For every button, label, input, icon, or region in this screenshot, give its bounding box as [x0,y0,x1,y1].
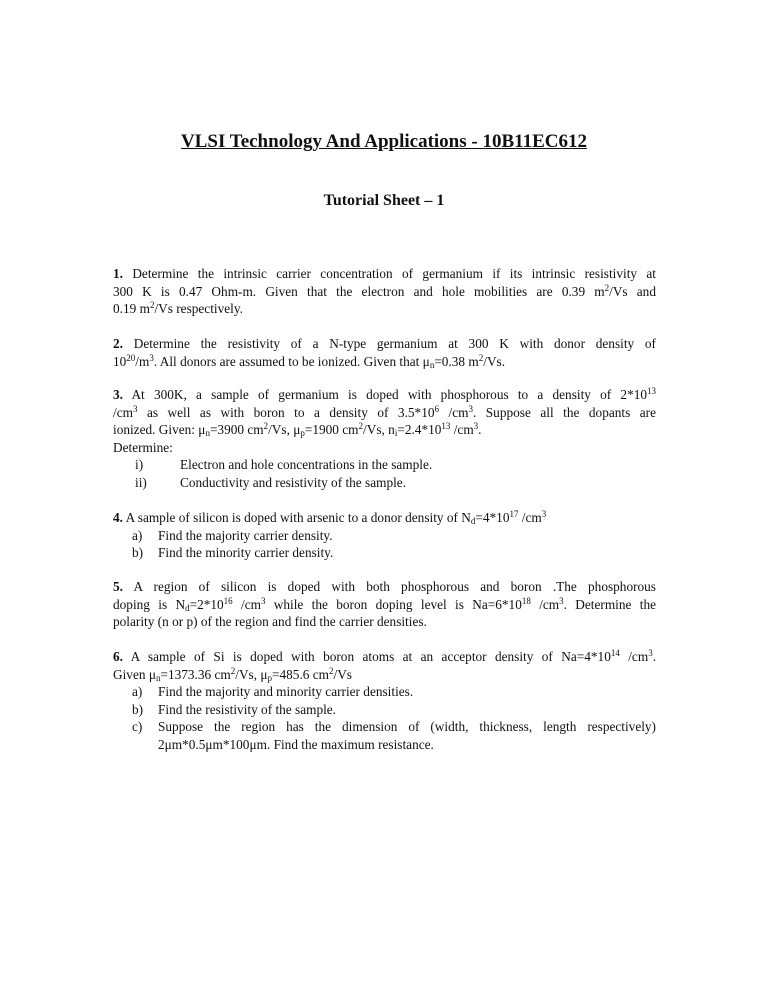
question-6 [113,648,656,753]
question-number: 6. [113,649,123,664]
question-2 [113,335,656,370]
question-1-line-2: 300 K is 0.47 Ohm-m. Given that the electron and hole mobilities are 0.39 $m^2/Vs$ and [113,282,656,299]
question-5-line-3: polarity (n or p) of the region and find the carrier densities. [113,614,427,629]
question-3 [113,386,656,491]
question-6-line-2: Given $\mu_n=1373.36$ $cm^2/Vs$, $\mu_p=485.6$ $cm^2/Vs$ [113,665,352,683]
question-1-line-3: 0.19 $m^2/Vs$ respectively. [113,300,243,316]
question-number: 5. [113,579,123,594]
question-number: 1. [113,266,123,281]
question-3-line-3: ionized. Given: $\mu_n=3900$ $cm^2/Vs$, $\mu_p=1900$ $cm^2/Vs$, $n_i=2.4*10^{13}$ $/cm^3$. [113,421,482,438]
list-item: c) Suppose the region has the dimension of (width, thickness, length respectively) 2μm*0.5μm*100μm. Find the maximum resistance. [132,719,656,752]
question-6-line-1: 6. A sample of Si is doped with boron atoms at an acceptor density of $Na=4*10^{14}$ $/cm^3$. [113,648,657,664]
question-5-line-2: doping is $N_d=2*10^{16}$ $/cm^3$ while the boron doping level is $Na=6*10^{18}$ $/cm^3$. Determine the [113,595,656,613]
document-title: VLSI Technology And Applications - 10B11EC612 [181,131,587,152]
question-number: 2. [113,336,123,351]
question-4-line-1: 4. A sample of silicon is doped with arsenic to a donor density of $N_d=4*10^{17}$ $/cm^3$ [113,509,547,526]
list-item: b) Find the resistivity of the sample. [132,701,337,717]
list-item: b) Find the minority carrier density. [132,545,334,560]
question-5 [113,578,656,631]
document-subtitle: Tutorial Sheet – 1 [323,192,445,209]
question-number: 4. [113,510,123,525]
question-2-line-2: $10^{20}/m^3$. All donors are assumed to be ionized. Given that $\mu_n=0.38$ $m^2/Vs$. [113,352,506,370]
question-1-line-1: 1. Determine the intrinsic carrier concentration of germanium if its intrinsic resistivity at [113,266,656,281]
question-3-line-2: $/cm^3$ as well as with boron to a density of $3.5*10^6$ $/cm^3$. Suppose all the dopants are [113,403,656,420]
question-5-line-1: 5. A region of silicon is doped with both phosphorous and boron .The phosphorous [113,579,656,594]
question-1 [113,265,656,318]
question-number: 3. [113,387,123,402]
question-4 [113,509,656,562]
question-3-determine: Determine: [113,439,173,455]
list-item: i) Electron and hole concentrations in the sample. [135,457,433,472]
question-2-line-1: 2. Determine the resistivity of a N-type germanium at 300 K with donor density of [113,336,656,351]
list-item: ii) Conductivity and resistivity of the sample. [135,474,407,490]
list-item: a) Find the majority and minority carrier densities. [132,684,414,699]
list-item: a) Find the majority carrier density. [132,527,333,543]
question-3-line-1: 3. At 300K, a sample of germanium is doped with phosphorous to a density of $2*10^{13}$ [113,386,656,402]
